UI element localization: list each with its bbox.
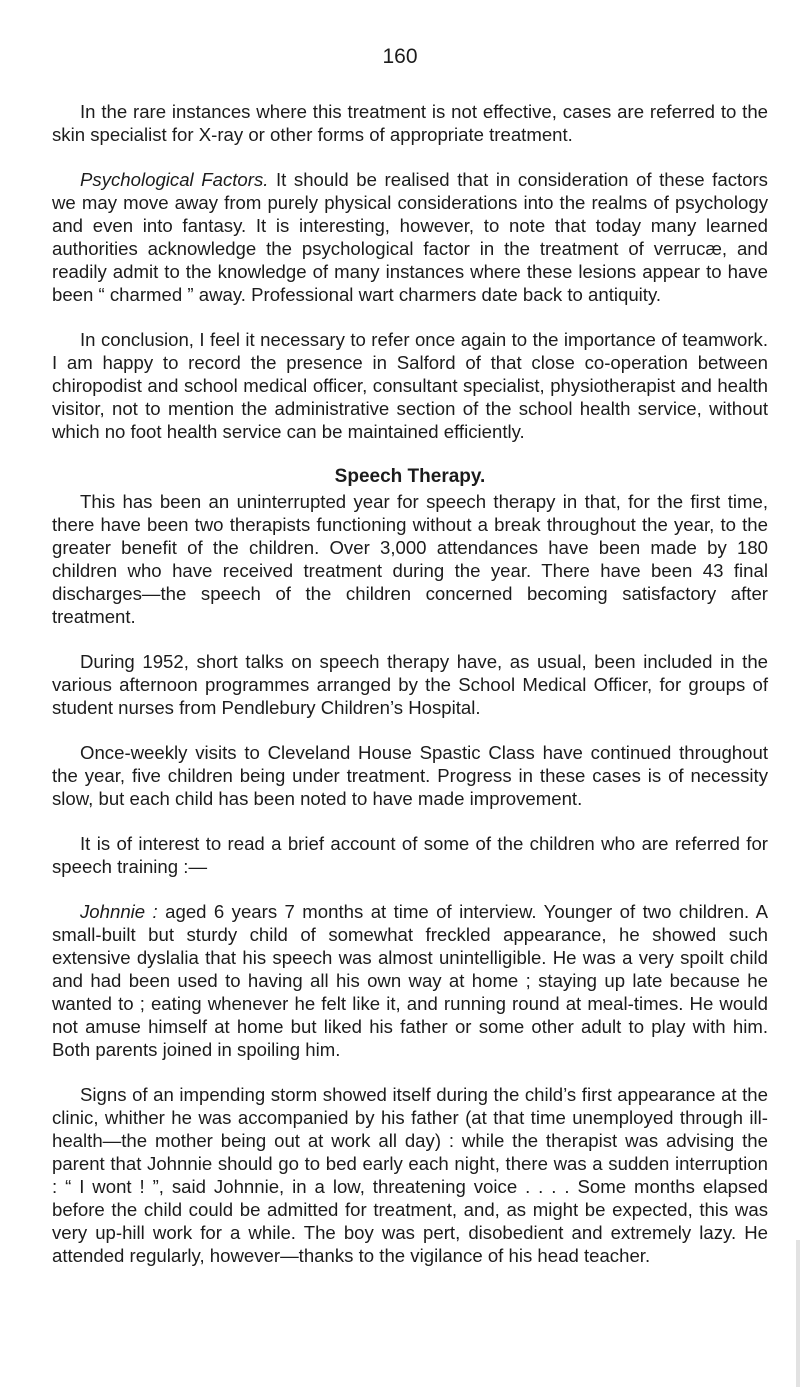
paragraph-speech-therapy-year: This has been an uninterrupted year for speech therapy in that, for the first time, there have been two therapists functioning without a break throughout the year, to the greater benefit of the children. Over 3,000 attendances have been made by 180 children who have received treatment during the year. There have been 43 final discharges—the speech of the children concerned becoming satisfactory after treatment. [52, 491, 768, 627]
page-edge-shadow [796, 1240, 800, 1387]
body-text [52, 100, 768, 1289]
psychological-factors-text: It should be realised that in consideration of these factors we may move away from purely physical considerations into the realms of psychology and even into fantasy. It is interesting, however, to note that today many learned authorities acknowledge the psychological factor in the treatment of verrucæ, and readily admit to the knowledge of many instances where these lesions appear to have been “ charmed ” away. Professional wart charmers date back to antiquity. [52, 169, 768, 305]
johnnie-text: aged 6 years 7 months at time of interview. Younger of two children. A small-built but sturdy child of somewhat freckled appearance, he showed such extensive dyslalia that his speech was almost unintelligible. He was a very spoilt child and had been used to having all his own way at home ; staying up late because he wanted to ; eating whenever he felt like it, and running round at meal-times. He would not amuse himself at home but liked his father or some other adult to play with him. Both parents joined in spoiling him. [52, 901, 769, 1060]
paragraph-short-talks: During 1952, short talks on speech therapy have, as usual, been included in the various afternoon programmes arranged by the School Medical Officer, for groups of student nurses from Pendlebury Children’s Hospital. [52, 651, 768, 718]
johnnie-lead: Johnnie : [80, 901, 158, 922]
psychological-factors-lead: Psychological Factors. [80, 169, 269, 190]
paragraph-conclusion: In conclusion, I feel it necessary to refer once again to the importance of teamwork. I am happy to record the presence in Salford of that close co-operation between chiropodist and school medical officer, consultant specialist, physiotherapist and health visitor, not to mention the administrative section of the school health service, without which no foot health service can be maintained efficiently. [52, 329, 768, 442]
section-heading-speech-therapy: Speech Therapy. [334, 466, 486, 487]
paragraph-johnnie [52, 900, 768, 1061]
paragraph-psychological-factors [52, 168, 768, 306]
paragraph-brief-account: It is of interest to read a brief account of some of the children who are referred for speech training :— [52, 833, 768, 877]
page-number: 160 [382, 45, 418, 68]
paragraph-cleveland-house: Once-weekly visits to Cleveland House Spastic Class have continued throughout the year, five children being under treatment. Progress in these cases is of necessity slow, but each child has been noted to have made improvement. [52, 742, 768, 809]
paragraph-impending-storm: Signs of an impending storm showed itself during the child’s first appearance at the clinic, whither he was accompanied by his father (at that time unemployed through ill-health—the mother being out at work all day) : while the therapist was advising the parent that Johnnie should go to bed early each night, there was a sudden interruption : “ I wont ! ”, said Johnnie, in a low, threatening voice . . . . Some months elapsed before the child could be admitted for treatment, and, as might be expected, this was very up-hill work for a while. The boy was pert, disobedient and extremely lazy. He attended regularly, however—thanks to the vigilance of his head teacher. [52, 1084, 768, 1266]
paragraph-skin-specialist: In the rare instances where this treatment is not effective, cases are referred to the skin specialist for X-ray or other forms of appropriate treatment. [52, 101, 768, 145]
